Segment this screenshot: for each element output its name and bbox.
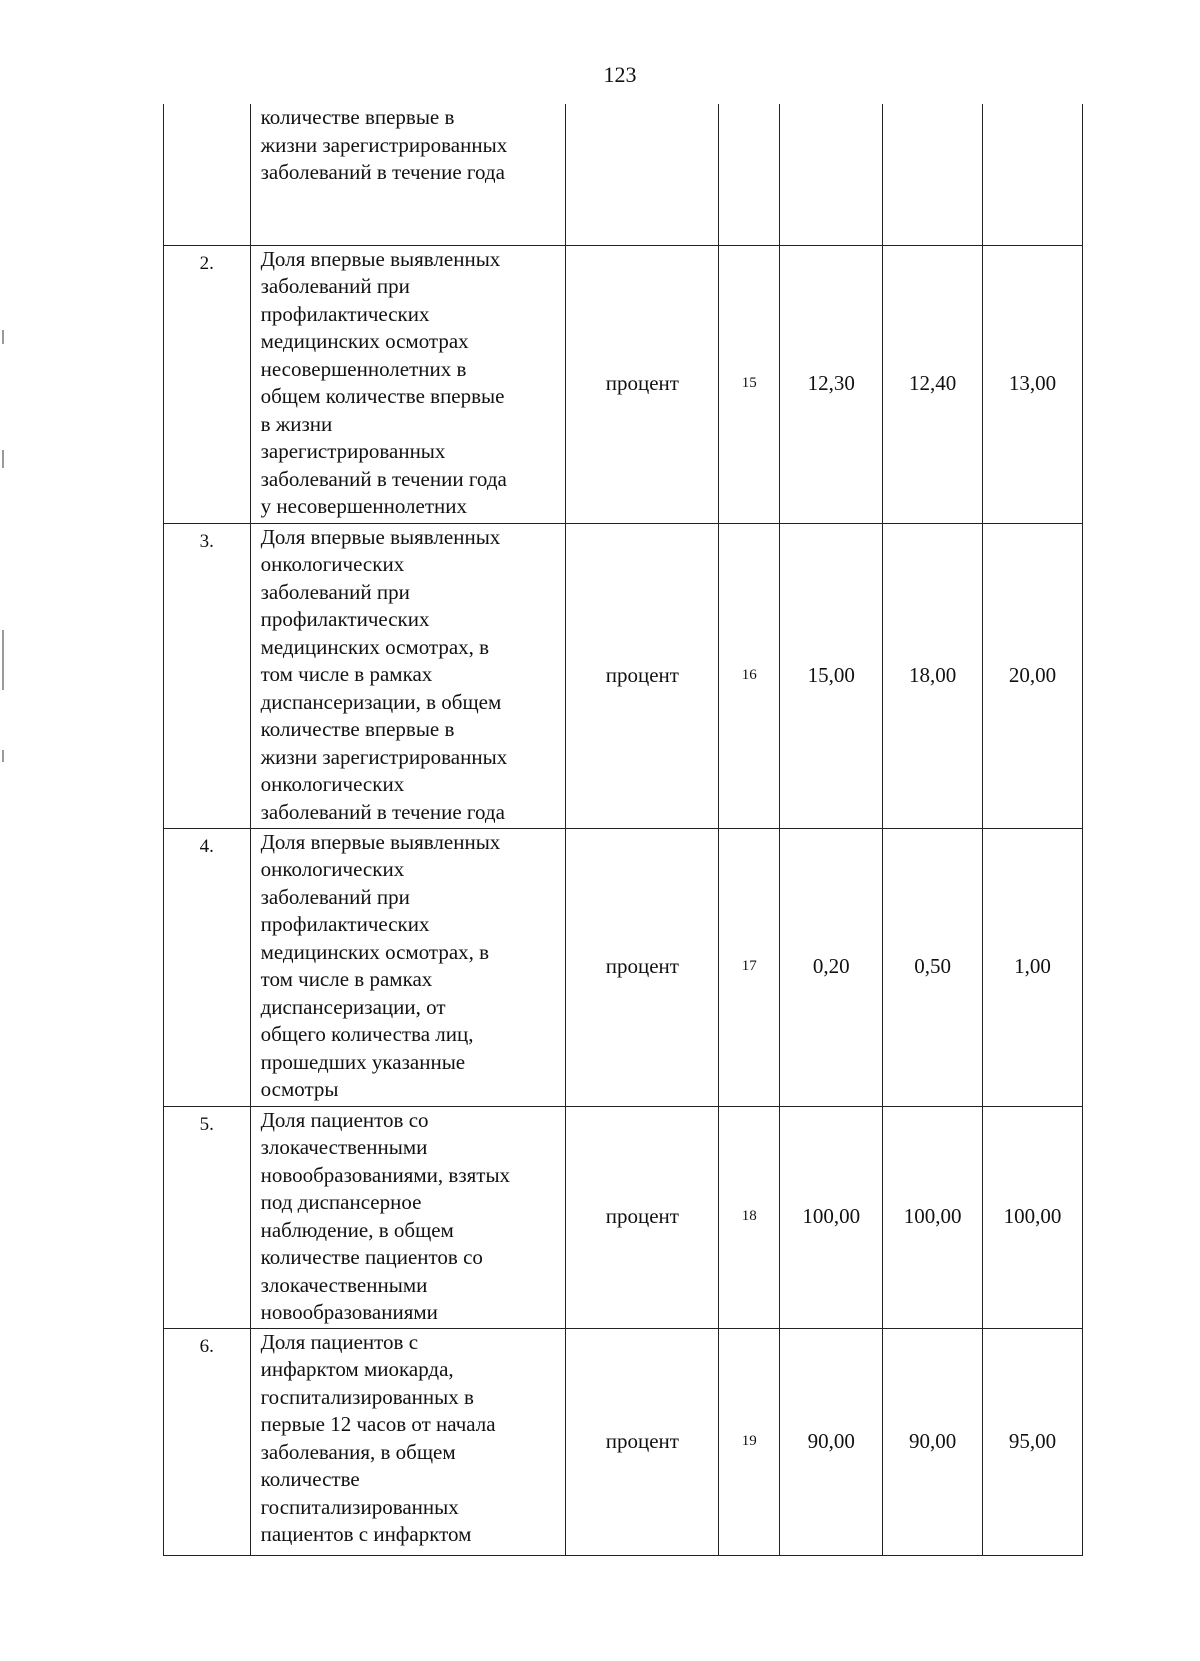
value-year-2: 90,00: [883, 1328, 983, 1555]
indicator-description-text: Доля пациентов с инфарктом миокарда, госпитализированных в первые 12 часов от начала заболевания, в общем количестве госпитализированных пациентов с инфарктом: [260, 1329, 496, 1546]
value-year-2: 18,00: [883, 523, 983, 828]
row-number: 2.: [164, 245, 251, 523]
unit-cell: процент: [566, 828, 719, 1106]
indicator-description: [250, 1328, 566, 1555]
page-number: 123: [603, 62, 637, 87]
row-number: 6.: [164, 1328, 251, 1555]
value-year-3: 20,00: [983, 523, 1083, 828]
value-year-3: 100,00: [983, 1106, 1083, 1328]
value-year-3: 1,00: [983, 828, 1083, 1106]
value-year-1: [780, 104, 883, 245]
indicator-description: [250, 523, 566, 828]
value-year-2: 12,40: [883, 245, 983, 523]
code-cell: 17: [719, 828, 780, 1106]
indicator-description-text: Доля впервые выявленных заболеваний при профилактических медицинских осмотрах несовершеннолетних в общем количестве впервые в жизни зарегистрированных заболеваний в течении года у несовершеннолетних: [260, 246, 507, 518]
unit-cell: процент: [566, 1328, 719, 1555]
indicator-description: [250, 245, 566, 523]
value-year-1: 90,00: [780, 1328, 883, 1555]
value-year-2: 100,00: [883, 1106, 983, 1328]
value-year-2: [883, 104, 983, 245]
row-number: 4.: [164, 828, 251, 1106]
code-cell: 15: [719, 245, 780, 523]
unit-cell: [566, 104, 719, 245]
code-cell: 19: [719, 1328, 780, 1555]
table-row: [164, 104, 1083, 245]
row-number: 5.: [164, 1106, 251, 1328]
code-cell: 16: [719, 523, 780, 828]
value-year-3: 13,00: [983, 245, 1083, 523]
value-year-3: [983, 104, 1083, 245]
indicator-description: [250, 1106, 566, 1328]
indicator-description-text: Доля впервые выявленных онкологических заболеваний при профилактических медицинских осмотрах, в том числе в рамках диспансеризации, от общего количества лиц, прошедших указанные осмотры: [260, 829, 501, 1101]
value-year-3: 95,00: [983, 1328, 1083, 1555]
value-year-2: 0,50: [883, 828, 983, 1106]
unit-cell: процент: [566, 1106, 719, 1328]
table-row: [164, 245, 1083, 523]
value-year-1: 0,20: [780, 828, 883, 1106]
indicator-description-text: Доля впервые выявленных онкологических заболеваний при профилактических медицинских осмотрах, в том числе в рамках диспансеризации, в общем количестве впервые в жизни зарегистрированных онкологических заболеваний в течение года: [260, 524, 508, 824]
row-number: [164, 104, 251, 245]
code-cell: [719, 104, 780, 245]
value-year-1: 100,00: [780, 1106, 883, 1328]
table-row: [164, 1106, 1083, 1328]
indicator-description-text: количестве впервые в жизни зарегистрированных заболеваний в течение года: [260, 105, 508, 184]
indicators-table: [163, 104, 1083, 1556]
indicator-description: [250, 104, 566, 245]
value-year-1: 12,30: [780, 245, 883, 523]
unit-cell: процент: [566, 245, 719, 523]
row-number: 3.: [164, 523, 251, 828]
value-year-1: 15,00: [780, 523, 883, 828]
indicator-description: [250, 828, 566, 1106]
table-row: [164, 523, 1083, 828]
table-row: [164, 828, 1083, 1106]
code-cell: 18: [719, 1106, 780, 1328]
table-row: [164, 1328, 1083, 1555]
unit-cell: процент: [566, 523, 719, 828]
scan-edge-marks: [0, 330, 6, 850]
indicator-description-text: Доля пациентов со злокачественными новообразованиями, взятых под диспансерное наблюдение, в общем количестве пациентов со злокачественными новообразованиями: [260, 1107, 511, 1324]
